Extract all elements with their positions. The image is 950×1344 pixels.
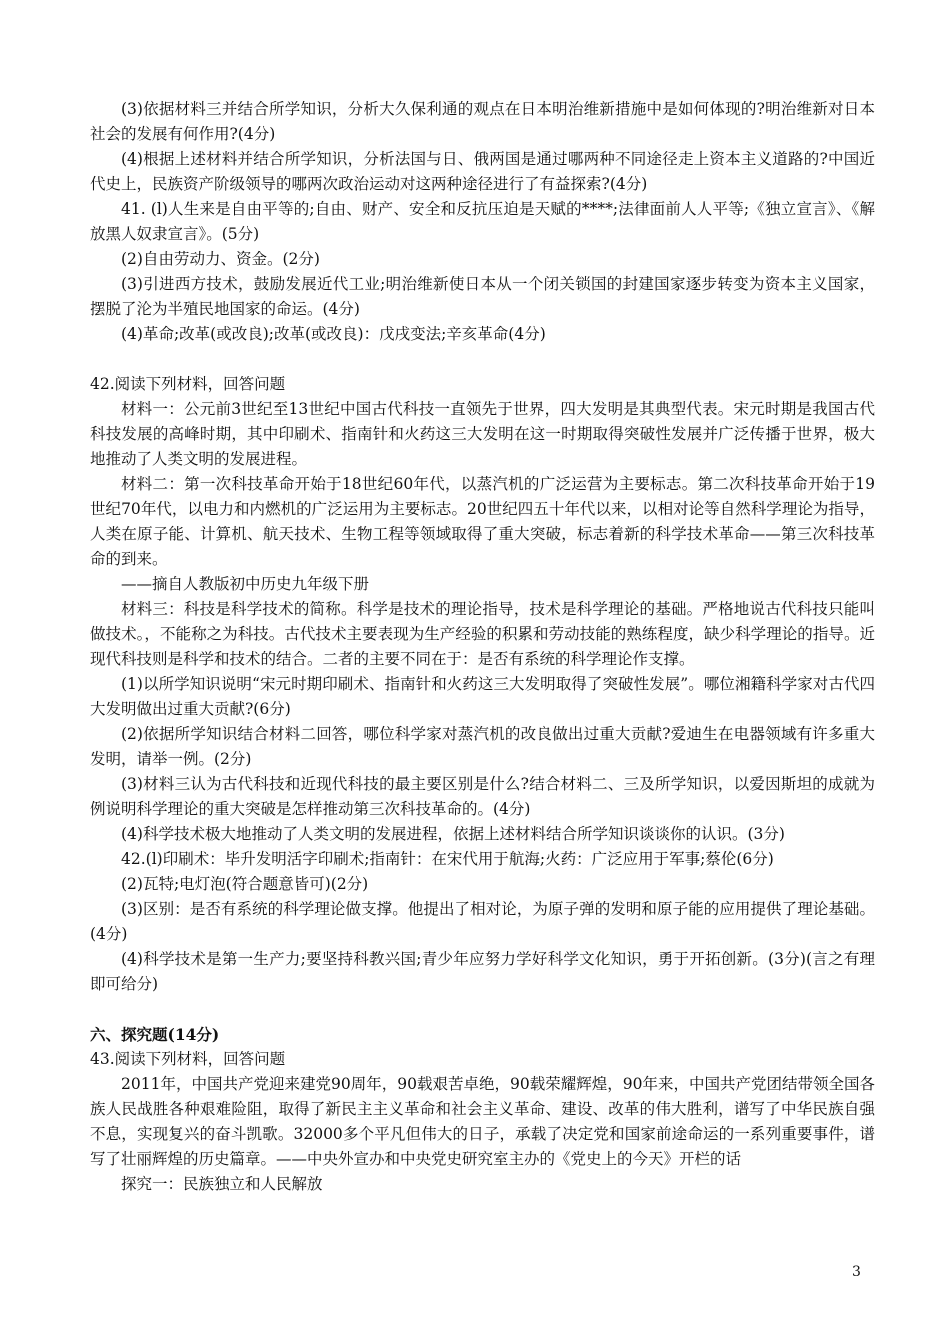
q43-title: 43.阅读下列材料，回答问题 (90, 1050, 286, 1068)
q42-answer-4: (4)科学技术是第一生产力;要坚持科教兴国;青少年应努力学好科学文化知识，勇于开拓创新。(3分)(言之有理即可给分) (90, 950, 875, 993)
q41-answer-4: (4)革命;改革(或改良);改革(或改良)：戊戌变法;辛亥革命(4分) (121, 325, 546, 343)
q41-answer-3: (3)引进西方技术，鼓励发展近代工业;明治维新使日本从一个闭关锁国的封建国家逐步转变为资本主义国家，摆脱了沦为半殖民地国家的命运。(4分) (90, 275, 875, 318)
q42-title: 42.阅读下列材料，回答问题 (90, 375, 286, 393)
q42-subquestion-3: (3)材料三认为古代科技和近现代科技的最主要区别是什么?结合材料二、三及所学知识，以爱因斯坦的成就为例说明科学理论的重大突破是怎样推动第三次科技革命的。(4分) (90, 775, 875, 818)
q42-material-2: 材料二：第一次科技革命开始于18世纪60年代，以蒸汽机的广泛运营为主要标志。第二次科技革命开始于19世纪70年代，以电力和内燃机的广泛运用为主要标志。20世纪四五十年代以来，以相对论等自然科学理论为指导，人类在原子能、计算机、航天技术、生物工程等领域取得了重大突破，标志着新的科学技术革命——第三次科技革命的到来。 (90, 475, 875, 568)
q40-subquestion-3: (3)依据材料三并结合所学知识，分析大久保利通的观点在日本明治维新措施中是如何体现的?明治维新对日本社会的发展有何作用?(4分) (90, 100, 875, 143)
q43-material: 2011年，中国共产党迎来建党90周年，90载艰苦卓绝，90载荣耀辉煌，90年来，中国共产党团结带领全国各族人民战胜各种艰难险阻，取得了新民主主义革命和社会主义革命、建设、改革的伟大胜利，谱写了中华民族自强不息，实现复兴的奋斗凯歌。32000多个平凡但伟大的日子，承载了决定党和国家前途命运的一系列重要事件，谱写了壮丽辉煌的历史篇章。——中央外宣办和中央党史研究室主办的《党史上的今天》开栏的话 (90, 1075, 875, 1168)
q42-material-1: 材料一：公元前3世纪至13世纪中国古代科技一直领先于世界，四大发明是其典型代表。宋元时期是我国古代科技发展的高峰时期，其中印刷术、指南针和火药这三大发明在这一时期取得突破性发展并广泛传播于世界，极大地推动了人类文明的发展进程。 (90, 400, 875, 468)
q41-answer-1: 41. (l)人生来是自由平等的;自由、财产、安全和反抗压迫是天赋的****;法律面前人人平等;《独立宣言》、《解放黑人奴隶宣言》。(5分) (90, 200, 875, 243)
q42-answer-2: (2)瓦特;电灯泡(符合题意皆可)(2分) (121, 875, 369, 893)
q42-subquestion-2: (2)依据所学知识结合材料二回答，哪位科学家对蒸汽机的改良做出过重大贡献?爱迪生在电器领域有许多重大发明，请举一例。(2分) (90, 725, 875, 768)
page-number: 3 (852, 1264, 861, 1280)
q42-subquestion-1: (1)以所学知识说明“宋元时期印刷术、指南针和火药这三大发明取得了突破性发展”。哪位湘籍科学家对古代四大发明做出过重大贡献?(6分) (90, 675, 875, 718)
q42-material-3: 材料三：科技是科学技术的简称。科学是技术的理论指导，技术是科学理论的基础。严格地说古代科技只能叫做技术。，不能称之为科技。古代技术主要表现为生产经验的积累和劳动技能的熟练程度，缺少科学理论的指导。近现代科技则是科学和技术的结合。二者的主要不同在于：是否有系统的科学理论作支撑。 (90, 600, 875, 668)
section-heading: 六、探究题(14分) (90, 1025, 220, 1044)
q41-answer-2: (2)自由劳动力、资金。(2分) (121, 250, 320, 268)
spacer (90, 997, 875, 1022)
page-content (90, 97, 875, 1197)
q43-explore-1: 探究一：民族独立和人民解放 (121, 1175, 323, 1193)
q42-material-source: ——摘自人教版初中历史九年级下册 (121, 575, 370, 593)
q40-subquestion-4: (4)根据上述材料并结合所学知识，分析法国与日、俄两国是通过哪两种不同途径走上资本主义道路的?中国近代史上，民族资产阶级领导的哪两次政治运动对这两种途径进行了有益探索?(4分) (90, 150, 875, 193)
spacer (90, 347, 875, 372)
q42-answer-3: (3)区别：是否有系统的科学理论做支撑。他提出了相对论，为原子弹的发明和原子能的应用提供了理论基础。(4分) (90, 900, 875, 943)
q42-subquestion-4: (4)科学技术极大地推动了人类文明的发展进程，依据上述材料结合所学知识谈谈你的认识。(3分) (121, 825, 785, 843)
q42-answer-1: 42.(l)印刷术：毕升发明活字印刷术;指南针：在宋代用于航海;火药：广泛应用于军事;蔡伦(6分) (121, 850, 774, 868)
